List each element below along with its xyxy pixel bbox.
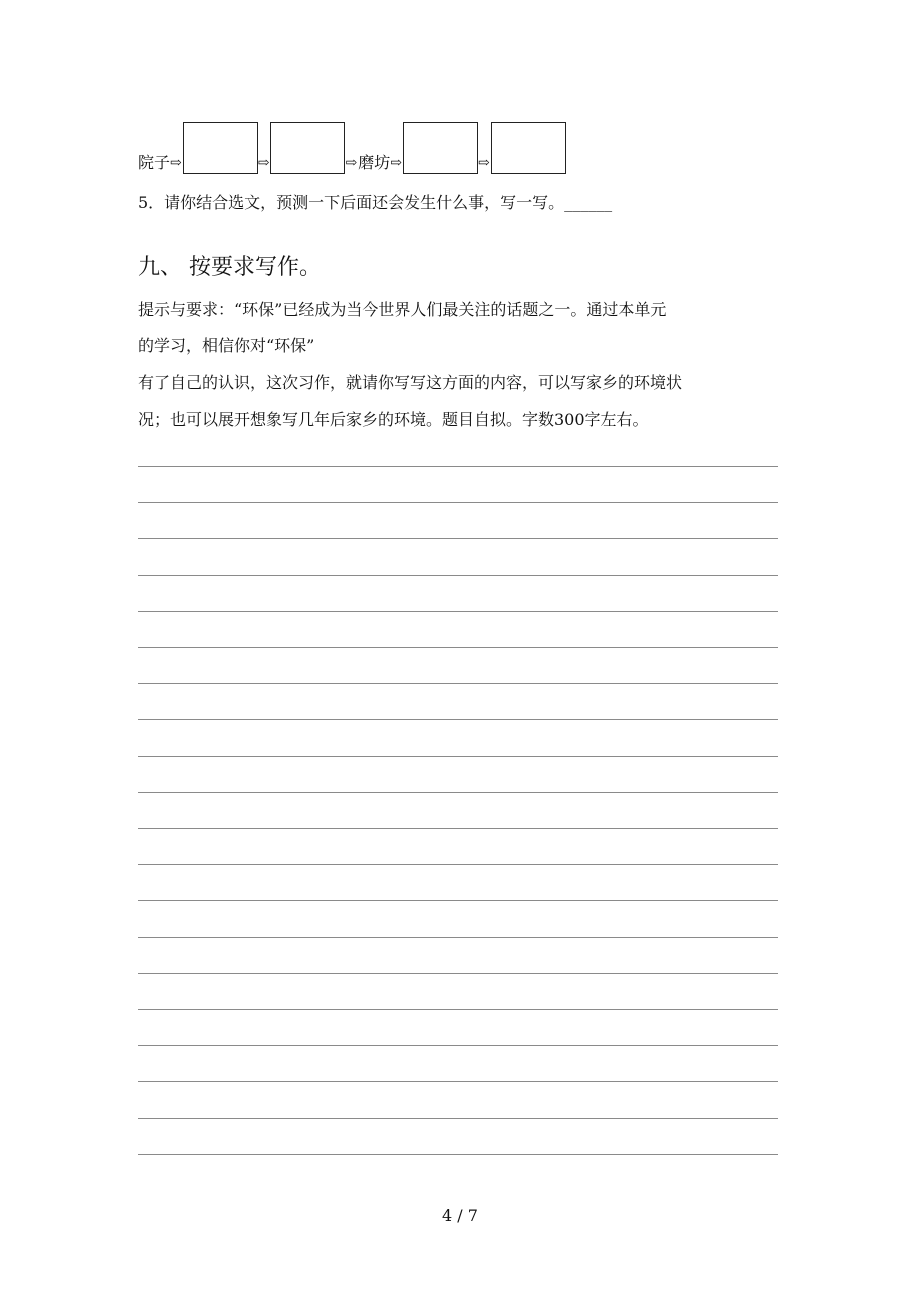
answer-box-2[interactable] [270, 122, 345, 174]
section-title: 九、 按要求写作。 [138, 255, 321, 280]
sequence-diagram [138, 118, 566, 174]
writing-line[interactable] [138, 611, 778, 612]
prompt-line-3: 有了自己的认识，这次习作，就请你写写这方面的内容，可以写家乡的环境状 [138, 373, 683, 392]
sequence-start-label: 院子 [138, 153, 171, 172]
writing-line[interactable] [138, 466, 778, 467]
arrow-right-icon: ⇨ [390, 155, 402, 171]
prompt-line-2: 的学习，相信你对“环保” [138, 336, 315, 355]
writing-line[interactable] [138, 864, 778, 865]
writing-line[interactable] [138, 683, 778, 684]
arrow-right-icon: ⇨ [477, 155, 490, 171]
writing-line[interactable] [138, 1045, 778, 1046]
writing-line[interactable] [138, 792, 778, 793]
writing-line[interactable] [138, 1154, 778, 1155]
writing-line[interactable] [138, 719, 778, 720]
answer-box-3[interactable] [403, 122, 478, 174]
writing-line[interactable] [138, 756, 778, 757]
writing-line[interactable] [138, 900, 778, 901]
prompt-line-4: 况；也可以展开想象写几年后家乡的环境。题目自拟。字数300字左右。 [138, 410, 649, 429]
writing-line[interactable] [138, 575, 778, 576]
sequence-middle-label: 磨坊 [358, 153, 391, 172]
writing-line[interactable] [138, 1081, 778, 1082]
prompt-line-1: 提示与要求：“环保”已经成为当今世界人们最关注的话题之一。通过本单元 [138, 300, 667, 319]
arrow-right-icon: ⇨ [257, 155, 270, 171]
writing-line[interactable] [138, 538, 778, 539]
writing-line[interactable] [138, 937, 778, 938]
writing-line[interactable] [138, 1009, 778, 1010]
arrow-right-icon: ⇨ [170, 155, 182, 171]
writing-line[interactable] [138, 1118, 778, 1119]
writing-line[interactable] [138, 828, 778, 829]
writing-line[interactable] [138, 647, 778, 648]
writing-line[interactable] [138, 502, 778, 503]
page-number: 4 / 7 [442, 1206, 478, 1225]
answer-box-4[interactable] [491, 122, 566, 174]
question-5: 5．请你结合选文，预测一下后面还会发生什么事，写一写。______ [138, 193, 613, 212]
answer-box-1[interactable] [183, 122, 258, 174]
arrow-right-icon: ⇨ [345, 155, 358, 171]
writing-line[interactable] [138, 973, 778, 974]
